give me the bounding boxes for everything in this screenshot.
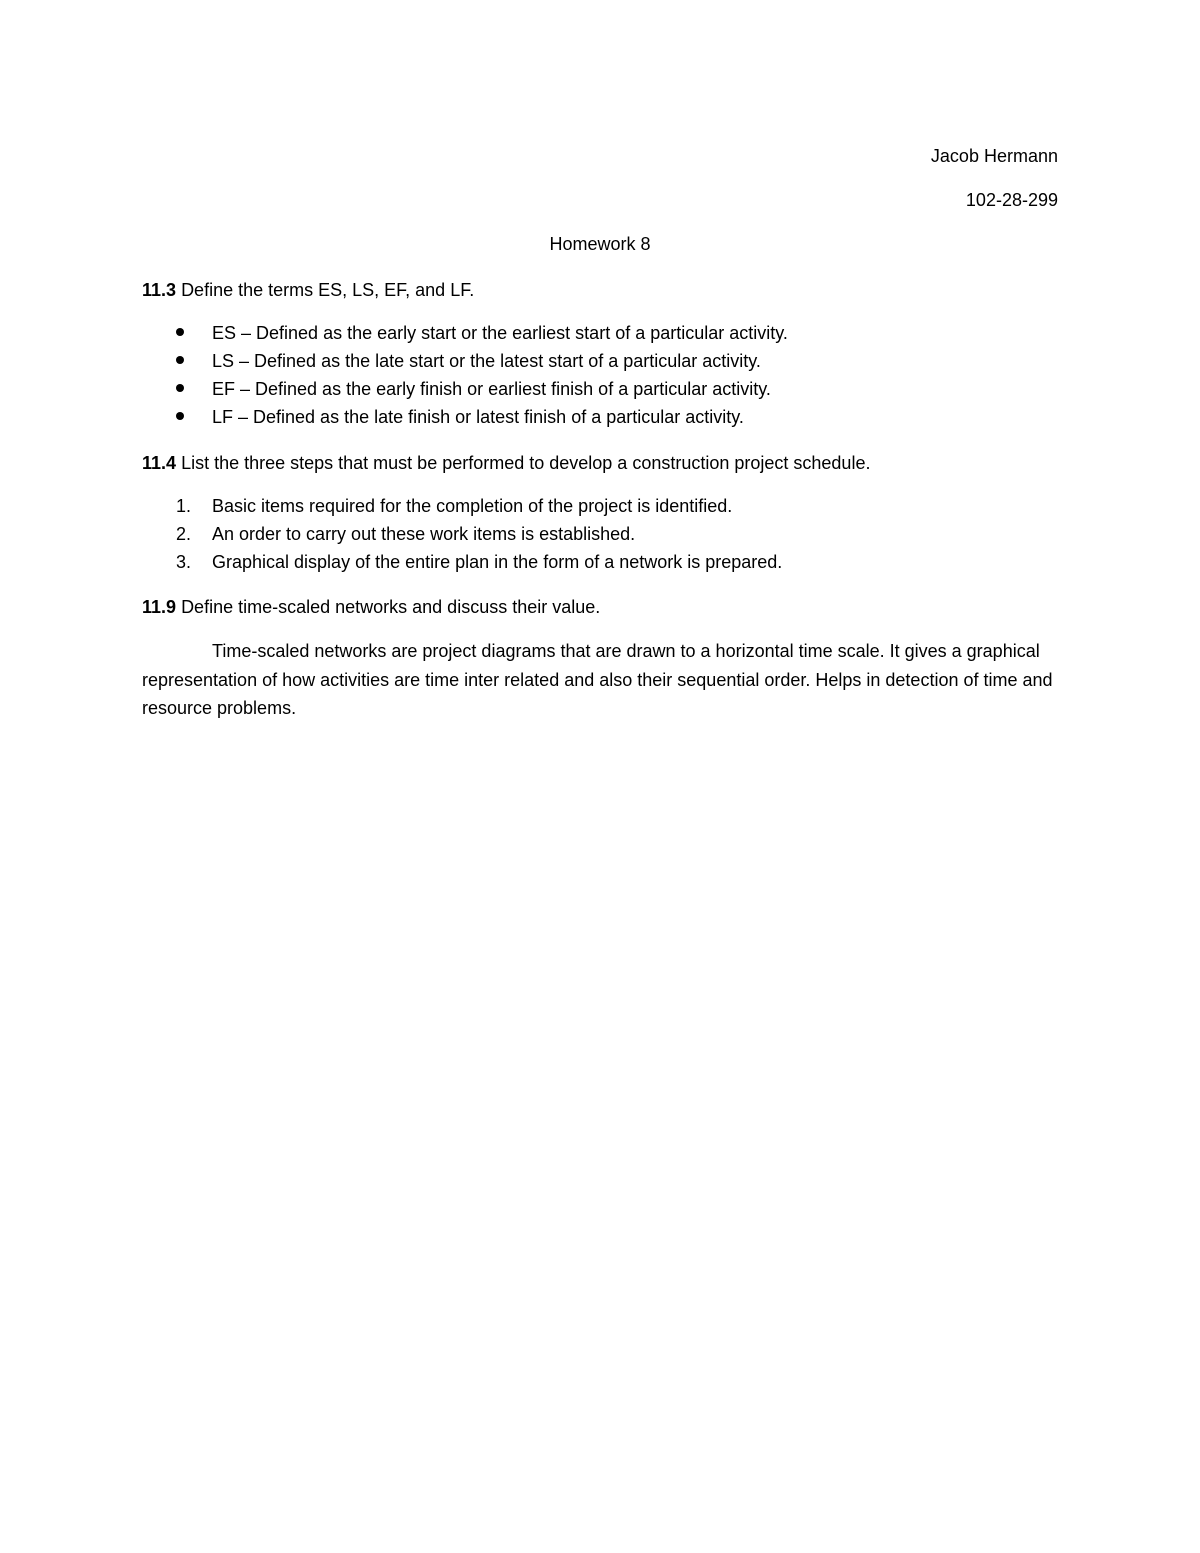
- question-11-3: [142, 279, 474, 301]
- list-item-text: LF – Defined as the late finish or latest finish of a particular activity.: [212, 407, 744, 427]
- author-name: Jacob Hermann: [930, 146, 1058, 166]
- document-title: Homework 8: [549, 234, 651, 254]
- question-11-4: [142, 452, 870, 474]
- list-item: [0, 495, 1200, 519]
- list-item: [0, 378, 1200, 402]
- list-number: 2.: [176, 524, 192, 544]
- list-item-text: ES – Defined as the early start or the earliest start of a particular activity.: [212, 323, 788, 343]
- question-prompt: List the three steps that must be performed to develop a construction project schedule.: [181, 453, 871, 473]
- list-item-text: EF – Defined as the early finish or earliest finish of a particular activity.: [212, 379, 771, 399]
- question-number: 11.3: [142, 280, 177, 300]
- bullet-icon: [176, 412, 184, 420]
- bullet-icon: [176, 384, 184, 392]
- list-item-text: LS – Defined as the late start or the latest start of a particular activity.: [212, 351, 761, 371]
- question-number: 11.4: [142, 453, 177, 473]
- list-item-text: Graphical display of the entire plan in the form of a network is prepared.: [212, 552, 783, 572]
- list-item: [0, 406, 1200, 430]
- question-number: 11.9: [142, 597, 177, 617]
- list-number: 3.: [176, 552, 192, 572]
- answer-paragraph: Time-scaled networks are project diagrams that are drawn to a horizontal time scale. It gives a graphical representation of how activities are time inter related and also their sequential order. Helps in detection of time and resource problems.: [142, 641, 1053, 718]
- list-item: [0, 350, 1200, 374]
- list-item: [0, 523, 1200, 547]
- question-prompt: Define the terms ES, LS, EF, and LF.: [181, 280, 475, 300]
- list-item: [0, 322, 1200, 346]
- question-11-9: [142, 596, 600, 618]
- list-item-text: Basic items required for the completion of the project is identified.: [212, 496, 733, 516]
- bullet-icon: [176, 356, 184, 364]
- list-item-text: An order to carry out these work items is established.: [212, 524, 636, 544]
- list-item: [0, 551, 1200, 575]
- question-prompt: Define time-scaled networks and discuss their value.: [181, 597, 601, 617]
- bullet-icon: [176, 328, 184, 336]
- list-number: 1.: [176, 496, 192, 516]
- student-id: 102-28-299: [965, 190, 1058, 210]
